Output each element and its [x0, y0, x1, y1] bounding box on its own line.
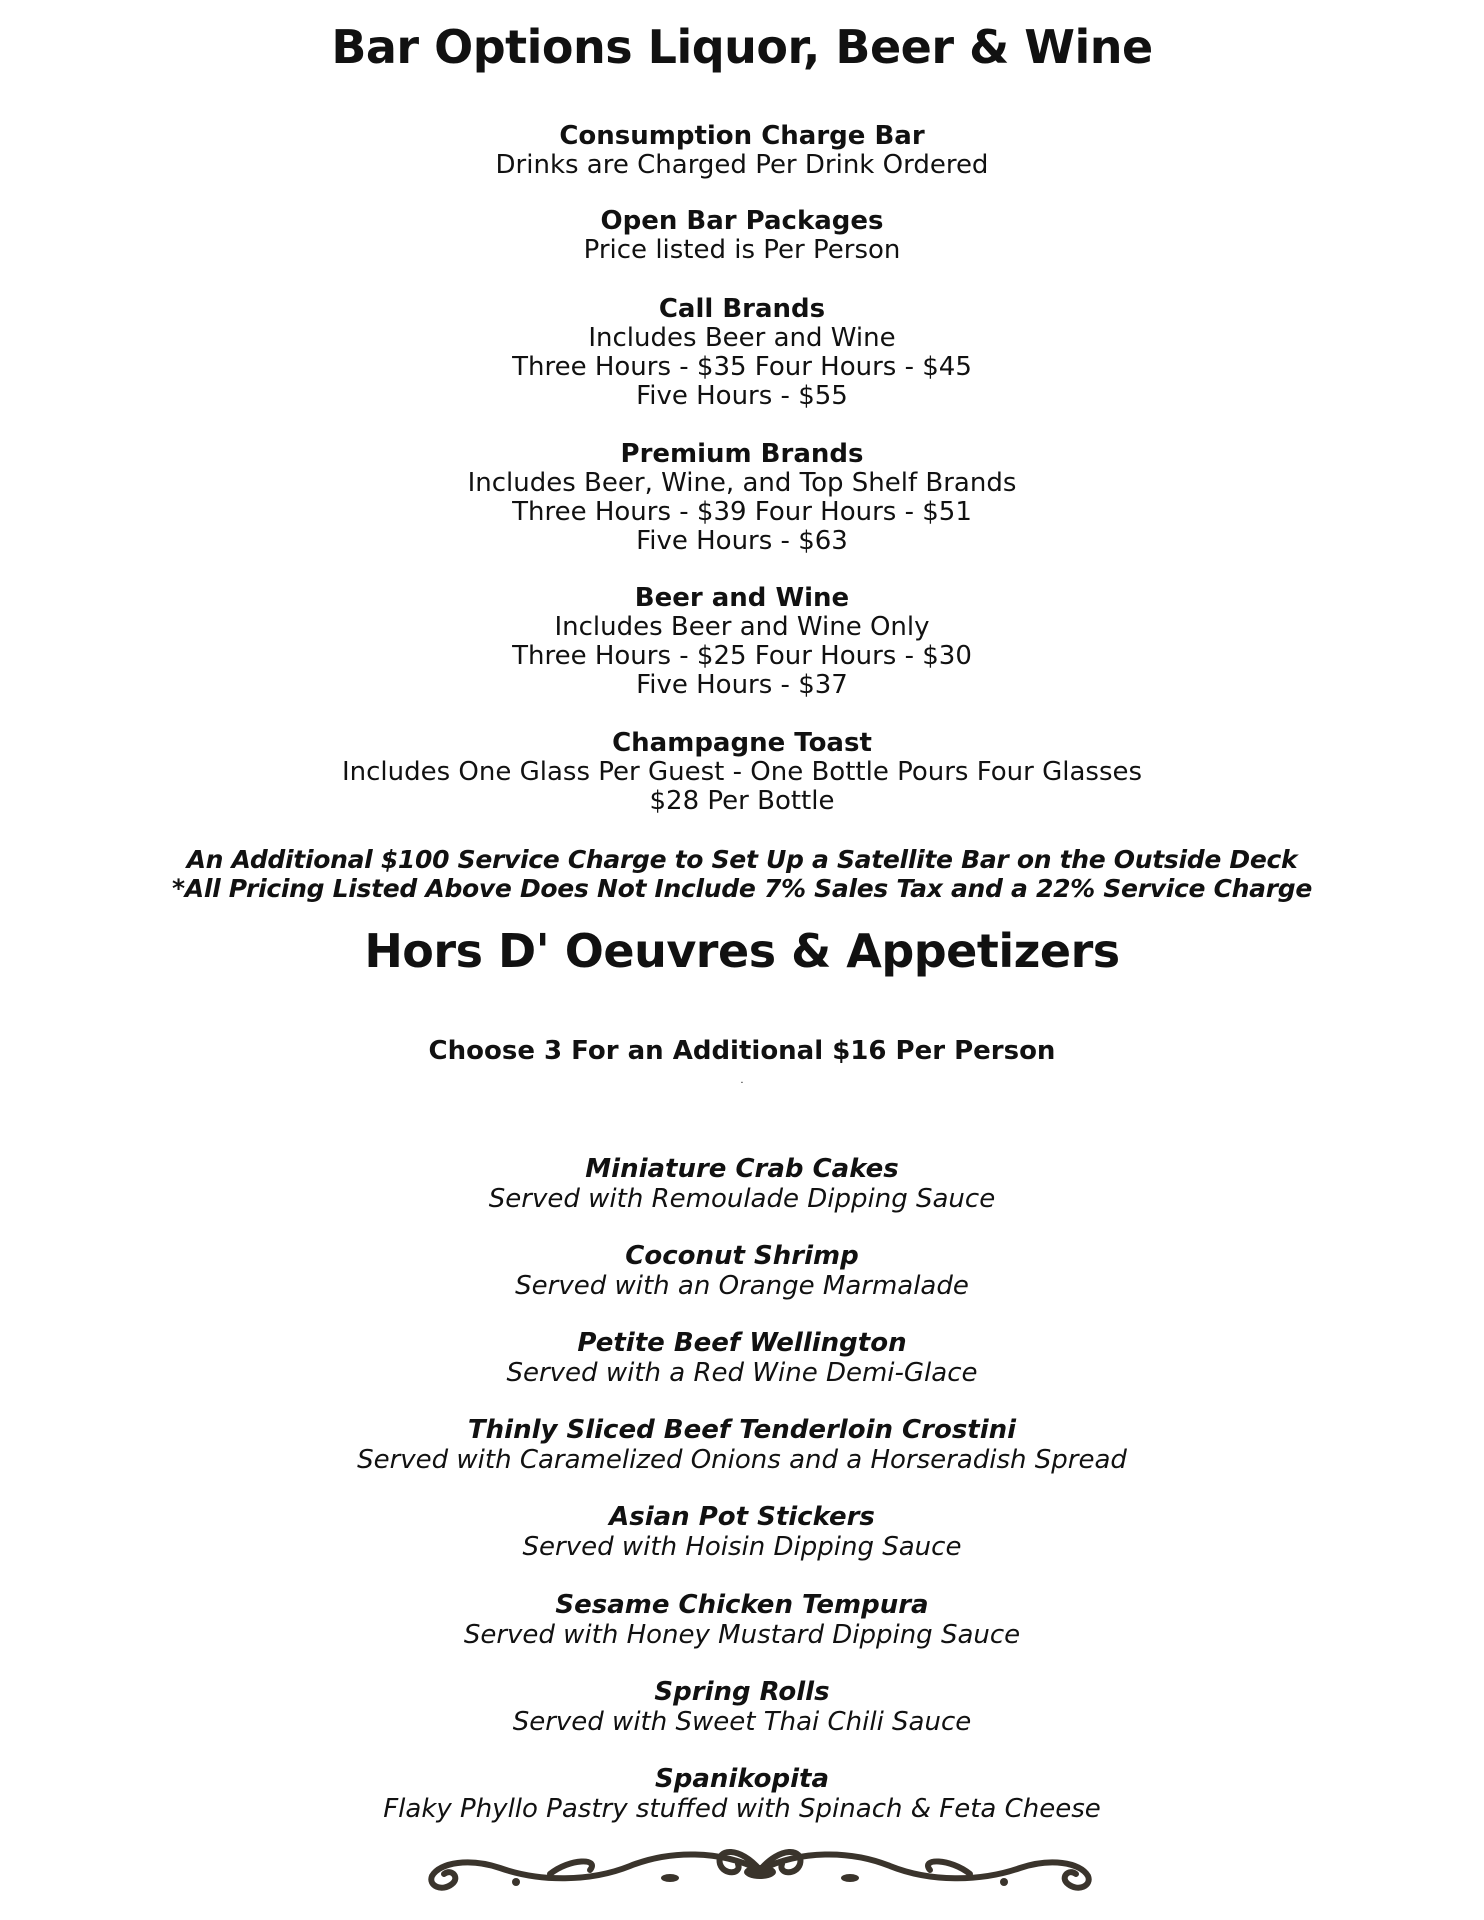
appetizer-name: Sesame Chicken Tempura [555, 1590, 929, 1620]
section-line: Includes Beer and Wine [588, 323, 896, 353]
section-line: Three Hours - $35 Four Hours - $45 [512, 352, 972, 382]
bar-section-champagne-toast [0, 729, 1484, 816]
appetizer-item [0, 1677, 1484, 1737]
appetizer-name: Miniature Crab Cakes [585, 1154, 899, 1184]
section-heading: Champagne Toast [612, 728, 872, 758]
pricing-note: *All Pricing Listed Above Does Not Include 7% Sales Tax and a 22% Service Charge [172, 874, 1312, 903]
appetizer-description: Served with Honey Mustard Dipping Sauce [463, 1620, 1021, 1650]
section-line: Includes One Glass Per Guest - One Bottle Pours Four Glasses [341, 757, 1143, 787]
appetizer-item [0, 1415, 1484, 1475]
section-line: Five Hours - $55 [636, 381, 848, 411]
choose-note: Choose 3 For an Additional $16 Per Person [428, 1036, 1056, 1066]
section-line: Five Hours - $37 [636, 670, 848, 700]
section-line: Drinks are Charged Per Drink Ordered [495, 150, 989, 180]
section-line: Includes Beer, Wine, and Top Shelf Brands [467, 468, 1017, 498]
bar-title: Bar Options Liquor, Beer & Wine [331, 20, 1153, 74]
section-line: Three Hours - $25 Four Hours - $30 [512, 641, 972, 671]
bar-section-beer-and-wine [0, 584, 1484, 700]
appetizer-description: Served with Remoulade Dipping Sauce [488, 1184, 996, 1214]
section-heading: Call Brands [658, 294, 826, 324]
flourish-ornament-icon [420, 1838, 1100, 1898]
section-line: Includes Beer and Wine Only [554, 612, 930, 642]
appetizer-item [0, 1241, 1484, 1301]
bar-section-open-bar [0, 207, 1484, 265]
appetizer-item [0, 1154, 1484, 1214]
appetizer-name: Coconut Shrimp [625, 1241, 859, 1271]
appetizer-description: Served with a Red Wine Demi-Glace [506, 1358, 978, 1388]
section-heading: Premium Brands [620, 439, 864, 469]
section-line: $28 Per Bottle [649, 786, 835, 816]
section-line: Price listed is Per Person [583, 235, 901, 265]
section-line: Five Hours - $63 [636, 526, 848, 556]
appetizer-item [0, 1328, 1484, 1388]
bar-section-call-brands [0, 295, 1484, 411]
appetizer-description: Served with Hoisin Dipping Sauce [522, 1532, 962, 1562]
appetizer-name: Spring Rolls [654, 1677, 830, 1707]
hors-title: Hors D' Oeuvres & Appetizers [364, 924, 1120, 978]
appetizer-name: Asian Pot Stickers [609, 1502, 875, 1532]
section-heading: Open Bar Packages [600, 206, 884, 236]
section-line: Three Hours - $39 Four Hours - $51 [512, 497, 972, 527]
satellite-bar-note: An Additional $100 Service Charge to Set Up a Satellite Bar on the Outside Deck [186, 845, 1298, 874]
bar-section-consumption [0, 122, 1484, 180]
appetizer-description: Served with Sweet Thai Chili Sauce [512, 1707, 972, 1737]
appetizer-name: Petite Beef Wellington [577, 1328, 907, 1358]
appetizer-description: Served with an Orange Marmalade [515, 1271, 969, 1301]
appetizer-item [0, 1502, 1484, 1562]
section-heading: Consumption Charge Bar [559, 121, 925, 151]
appetizer-description: Flaky Phyllo Pastry stuffed with Spinach & Feta Cheese [383, 1794, 1101, 1824]
dot-mark: . [740, 1075, 744, 1086]
bar-notes [0, 845, 1484, 903]
bar-section-premium-brands [0, 440, 1484, 556]
appetizer-name: Spanikopita [654, 1764, 830, 1794]
appetizer-item [0, 1764, 1484, 1824]
appetizer-item [0, 1590, 1484, 1650]
appetizer-description: Served with Caramelized Onions and a Horseradish Spread [357, 1445, 1127, 1475]
section-heading: Beer and Wine [634, 583, 850, 613]
appetizer-name: Thinly Sliced Beef Tenderloin Crostini [467, 1415, 1017, 1445]
